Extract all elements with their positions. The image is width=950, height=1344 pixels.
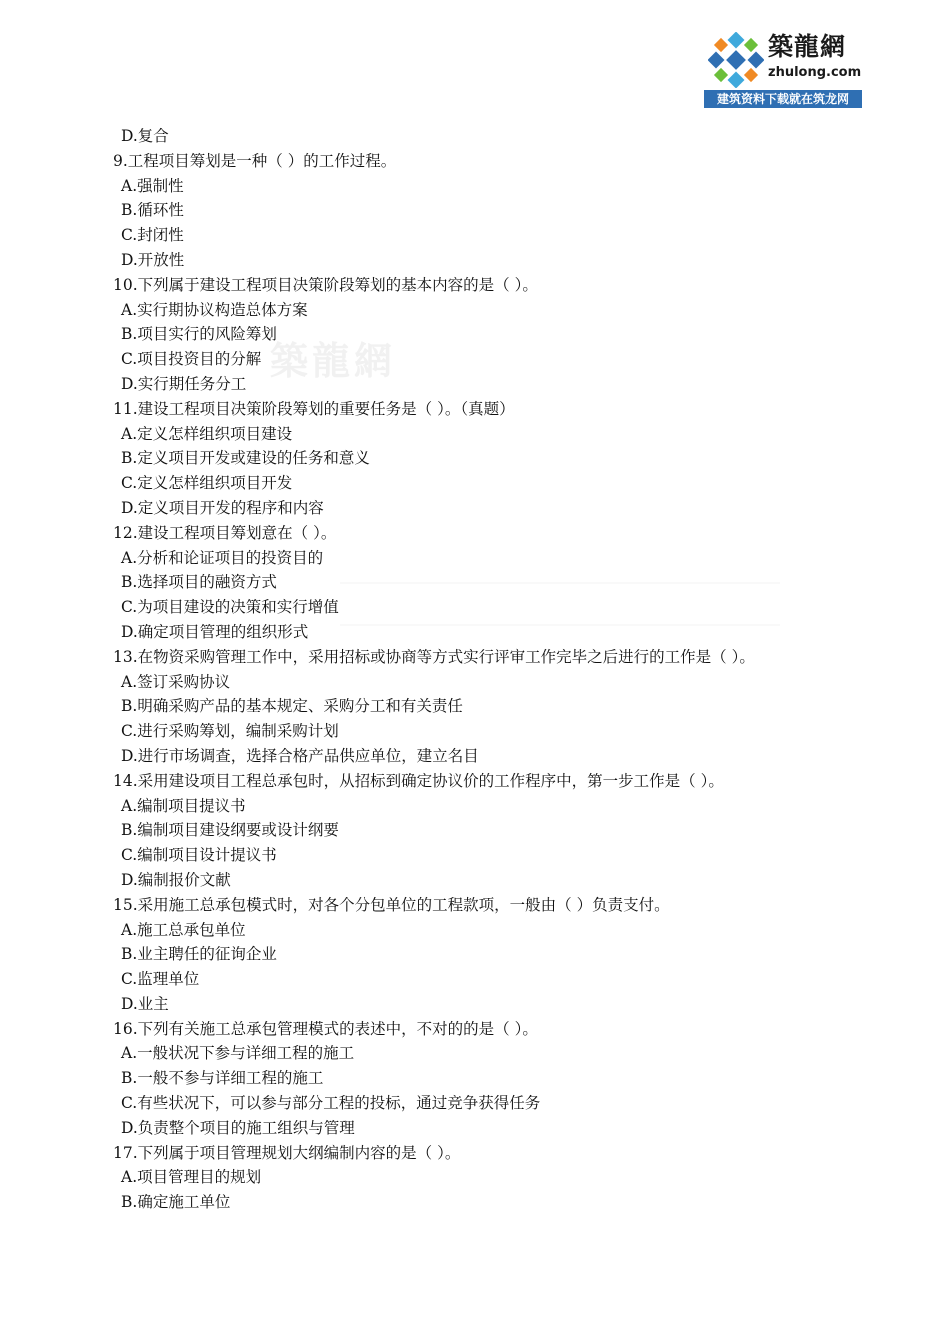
answer-option: D.业主 xyxy=(121,994,169,1013)
answer-option: A.分析和论证项目的投资目的 xyxy=(121,548,324,567)
answer-option: C.进行采购筹划，编制采购计划 xyxy=(121,722,339,741)
answer-option: D.开放性 xyxy=(121,250,185,269)
logo-top xyxy=(704,28,862,90)
answer-option: A.签订采购协议 xyxy=(121,672,231,691)
answer-option: B.确定施工单位 xyxy=(121,1193,231,1212)
answer-option: C.监理单位 xyxy=(121,970,200,989)
answer-option: B.编制项目建设纲要或设计纲要 xyxy=(121,821,339,840)
answer-option: D.编制报价文献 xyxy=(121,870,231,889)
answer-option: C.项目投资目的分解 xyxy=(121,350,262,369)
question-text: 14.采用建设项目工程总承包时，从招标到确定协议价的工作程序中，第一步工作是（ ）。 xyxy=(113,771,724,790)
answer-option: C.编制项目设计提议书 xyxy=(121,846,277,865)
answer-option: B.明确采购产品的基本规定、采购分工和有关责任 xyxy=(121,697,463,716)
answer-option: A.强制性 xyxy=(121,176,184,195)
question-text: 10.下列属于建设工程项目决策阶段筹划的基本内容的是（ ）。 xyxy=(113,275,538,294)
logo-name: 築龍網 xyxy=(768,32,847,61)
zhulong-logo xyxy=(704,28,862,108)
answer-option: B.循环性 xyxy=(121,201,184,220)
answer-option: D.负责整个项目的施工组织与管理 xyxy=(121,1118,355,1137)
answer-option: B.选择项目的融资方式 xyxy=(121,573,277,592)
answer-option: C.为项目建设的决策和实行增值 xyxy=(121,598,339,617)
answer-option: A.施工总承包单位 xyxy=(121,920,246,939)
answer-option: A.一般状况下参与详细工程的施工 xyxy=(121,1044,355,1063)
answer-option: D.确定项目管理的组织形式 xyxy=(121,622,309,641)
question-text: 15.采用施工总承包模式时，对各个分包单位的工程款项，一般由（ ）负责支付。 xyxy=(113,895,670,914)
answer-option: B.业主聘任的征询企业 xyxy=(121,945,277,964)
answer-option: A.定义怎样组织项目建设 xyxy=(121,424,293,443)
question-list xyxy=(113,124,893,1215)
question-text: 16.下列有关施工总承包管理模式的表述中，不对的的是（ ）。 xyxy=(113,1019,538,1038)
answer-option: D.复合 xyxy=(121,127,169,145)
answer-option: D.定义项目开发的程序和内容 xyxy=(121,498,324,517)
answer-option: C.有些状况下，可以参与部分工程的投标，通过竞争获得任务 xyxy=(121,1094,541,1113)
answer-option: D.实行期任务分工 xyxy=(121,374,247,393)
answer-option: B.项目实行的风险筹划 xyxy=(121,325,277,344)
question-text: 9.工程项目筹划是一种（ ）的工作过程。 xyxy=(113,151,397,170)
answer-option: C.封闭性 xyxy=(121,226,184,245)
question-text: 17.下列属于项目管理规划大纲编制内容的是（ ）。 xyxy=(113,1143,461,1162)
zhulong-snowflake-icon xyxy=(708,32,764,88)
logo-site: zhulong.com xyxy=(768,65,862,80)
answer-option: C.定义怎样组织项目开发 xyxy=(121,474,293,493)
answer-option: B.一般不参与详细工程的施工 xyxy=(121,1069,324,1088)
question-text: 13.在物资采购管理工作中，采用招标或协商等方式实行评审工作完毕之后进行的工作是（ ）。 xyxy=(113,647,755,666)
answer-option: A.实行期协议构造总体方案 xyxy=(121,300,308,319)
answer-option: B.定义项目开发或建设的任务和意义 xyxy=(121,449,370,468)
answer-option: A.项目管理目的规划 xyxy=(121,1168,262,1187)
logo-slogan: 建筑资料下载就在筑龙网 xyxy=(704,90,862,108)
question-text: 12.建设工程项目筹划意在（ ）。 xyxy=(113,523,337,542)
question-text: 11.建设工程项目决策阶段筹划的重要任务是（ ）。（真题） xyxy=(113,399,515,418)
answer-option: D.进行市场调查，选择合格产品供应单位，建立名目 xyxy=(121,746,479,765)
answer-option: A.编制项目提议书 xyxy=(121,796,246,815)
watermark-text: 築龍網 xyxy=(270,338,397,383)
